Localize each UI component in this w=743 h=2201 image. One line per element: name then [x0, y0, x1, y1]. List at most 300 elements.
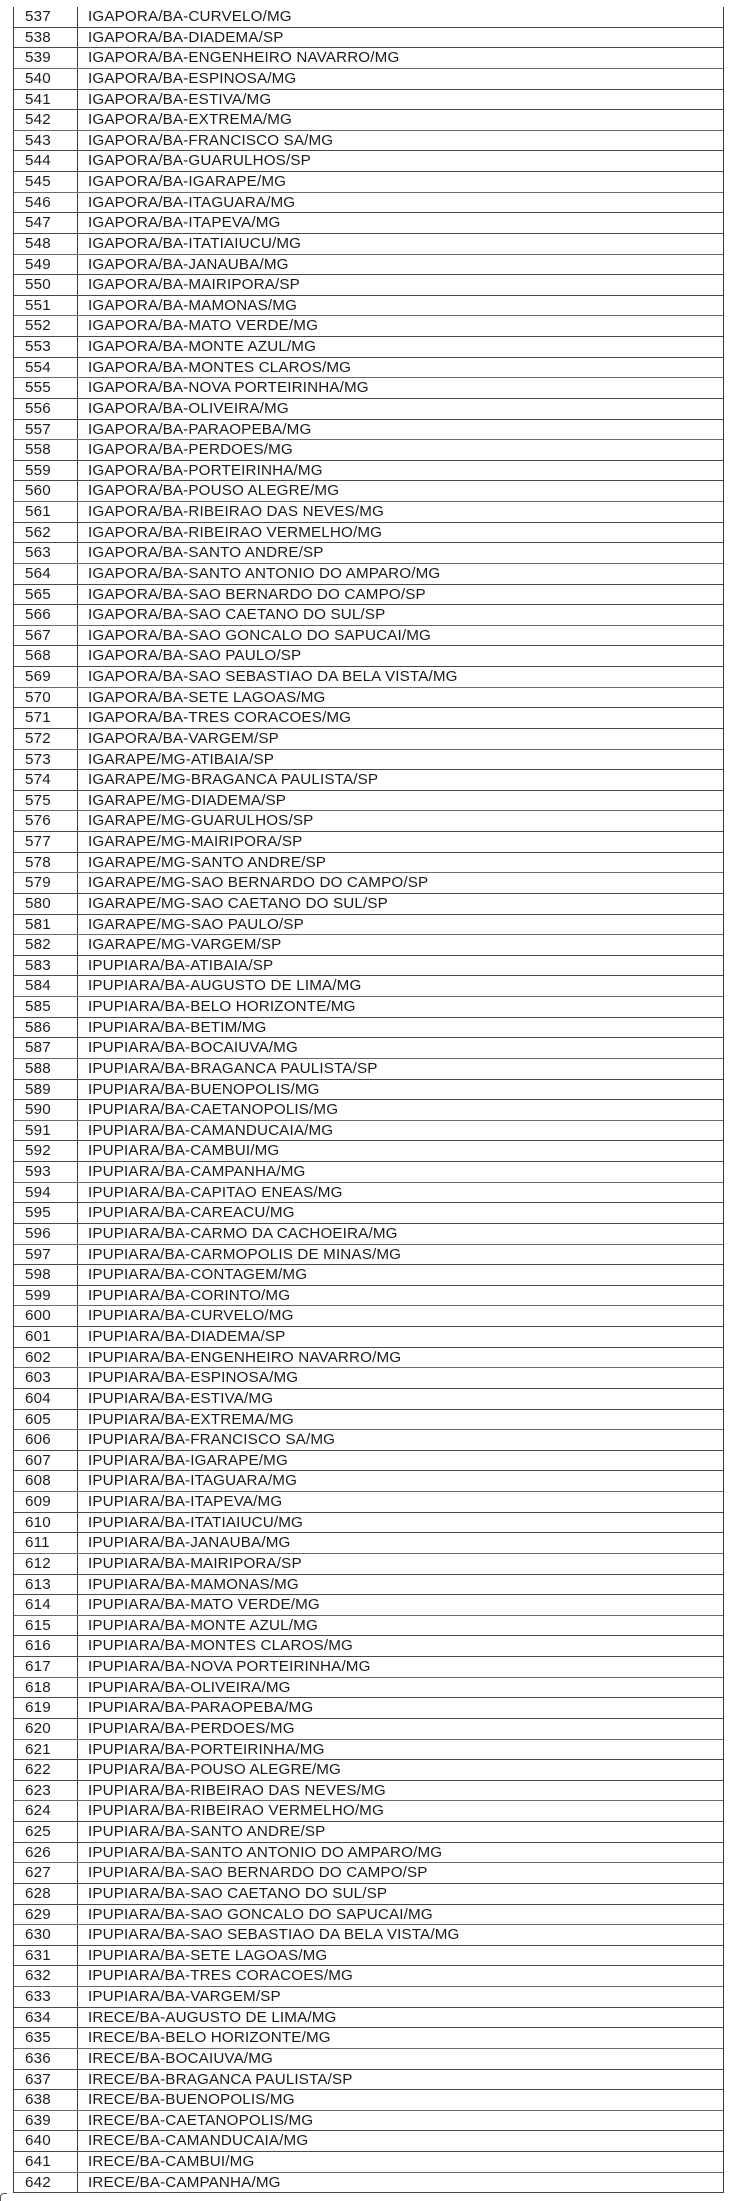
row-number: 537 [14, 7, 78, 27]
table-row [14, 7, 723, 28]
row-number: 619 [14, 1698, 78, 1718]
table-row [14, 1925, 723, 1946]
route-name: IPUPIARA/BA-SAO GONCALO DO SAPUCAI/MG [88, 1905, 433, 1923]
row-number: 611 [14, 1533, 78, 1553]
table-row [14, 1327, 723, 1348]
route-name: IGARAPE/MG-SAO BERNARDO DO CAMPO/SP [88, 874, 429, 892]
route-name: IPUPIARA/BA-ITATIAIUCU/MG [88, 1513, 303, 1531]
row-number: 555 [14, 378, 78, 398]
table-row [14, 1162, 723, 1183]
route-name: IRECE/BA-CAMBUI/MG [88, 2153, 255, 2170]
row-number: 580 [14, 894, 78, 914]
row-number: 577 [14, 832, 78, 852]
route-name: IPUPIARA/BA-BOCAIUVA/MG [88, 1039, 298, 1057]
row-number: 601 [14, 1327, 78, 1347]
route-name: IGAPORA/BA-JANAUBA/MG [88, 255, 289, 273]
table-row [14, 894, 723, 915]
route-name: IGAPORA/BA-DIADEMA/SP [88, 28, 284, 46]
table-row [14, 1801, 723, 1822]
row-number: 559 [14, 461, 78, 481]
row-number: 637 [14, 2070, 78, 2090]
table-row [14, 853, 723, 874]
table-row [14, 1121, 723, 1142]
route-name: IGAPORA/BA-OLIVEIRA/MG [88, 399, 289, 417]
row-number: 604 [14, 1389, 78, 1409]
row-number: 612 [14, 1554, 78, 1574]
row-number: 539 [14, 48, 78, 68]
route-name: IGAPORA/BA-PARAOPEBA/MG [88, 420, 312, 438]
table-row [14, 1575, 723, 1596]
table-row [14, 1018, 723, 1039]
row-number: 552 [14, 316, 78, 336]
row-number: 600 [14, 1306, 78, 1326]
row-number: 595 [14, 1203, 78, 1223]
route-name: IGAPORA/BA-SANTO ANDRE/SP [88, 544, 324, 562]
row-number: 602 [14, 1348, 78, 1368]
table-row [14, 358, 723, 379]
row-number: 639 [14, 2111, 78, 2131]
row-number: 557 [14, 420, 78, 440]
row-number: 603 [14, 1368, 78, 1388]
route-name: IPUPIARA/BA-CAMBUI/MG [88, 1142, 280, 1160]
route-name: IPUPIARA/BA-PARAOPEBA/MG [88, 1699, 314, 1717]
row-number: 568 [14, 646, 78, 666]
row-number: 578 [14, 853, 78, 873]
route-name: IPUPIARA/BA-CONTAGEM/MG [88, 1266, 308, 1284]
route-name: IRECE/BA-CAMANDUCAIA/MG [88, 2132, 309, 2150]
route-name: IPUPIARA/BA-DIADEMA/SP [88, 1328, 286, 1345]
row-number: 626 [14, 1843, 78, 1863]
row-number: 573 [14, 750, 78, 770]
row-number: 634 [14, 2008, 78, 2028]
route-name: IGAPORA/BA-ITATIAIUCU/MG [88, 234, 302, 252]
route-name: IPUPIARA/BA-ESPINOSA/MG [88, 1369, 299, 1387]
table-row [14, 1141, 723, 1162]
route-name: IGAPORA/BA-CURVELO/MG [88, 8, 292, 25]
table-row [14, 151, 723, 172]
route-name: IPUPIARA/BA-MONTE AZUL/MG [88, 1616, 318, 1634]
route-name: IPUPIARA/BA-ENGENHEIRO NAVARRO/MG [88, 1348, 402, 1366]
route-name: IPUPIARA/BA-FRANCISCO SA/MG [88, 1431, 336, 1449]
row-number: 554 [14, 358, 78, 378]
route-name: IRECE/BA-BUENOPOLIS/MG [88, 2091, 295, 2109]
row-number: 591 [14, 1121, 78, 1141]
row-number: 615 [14, 1616, 78, 1636]
route-name: IPUPIARA/BA-BELO HORIZONTE/MG [88, 998, 356, 1015]
route-name: IPUPIARA/BA-MAMONAS/MG [88, 1575, 299, 1593]
table-row [14, 1946, 723, 1967]
route-name: IRECE/BA-BRAGANCA PAULISTA/SP [88, 2070, 353, 2088]
row-number: 562 [14, 523, 78, 543]
row-number: 551 [14, 296, 78, 316]
table-row [14, 2070, 723, 2091]
route-name: IGAPORA/BA-ENGENHEIRO NAVARRO/MG [88, 49, 400, 67]
route-name: IPUPIARA/BA-AUGUSTO DE LIMA/MG [88, 977, 362, 995]
row-number: 583 [14, 956, 78, 976]
route-name: IGAPORA/BA-SAO BERNARDO DO CAMPO/SP [88, 585, 426, 603]
route-name: IGAPORA/BA-FRANCISCO SA/MG [88, 131, 334, 149]
route-name: IGAPORA/BA-ESTIVA/MG [88, 90, 272, 108]
table-row [14, 1430, 723, 1451]
route-name: IRECE/BA-AUGUSTO DE LIMA/MG [88, 2008, 337, 2026]
row-number: 635 [14, 2028, 78, 2048]
row-number: 629 [14, 1905, 78, 1925]
table-row [14, 2049, 723, 2070]
table-row [14, 2090, 723, 2111]
row-number: 617 [14, 1657, 78, 1677]
route-name: IPUPIARA/BA-EXTREMA/MG [88, 1410, 294, 1428]
table-row [14, 2111, 723, 2132]
route-name: IPUPIARA/BA-RIBEIRAO DAS NEVES/MG [88, 1781, 386, 1799]
route-name: IGAPORA/BA-GUARULHOS/SP [88, 152, 311, 170]
row-number: 569 [14, 667, 78, 687]
route-name: IPUPIARA/BA-RIBEIRAO VERMELHO/MG [88, 1802, 384, 1820]
route-name: IRECE/BA-BELO HORIZONTE/MG [88, 2029, 331, 2047]
table-row [14, 193, 723, 214]
row-number: 585 [14, 997, 78, 1017]
table-row [14, 708, 723, 729]
table-row [14, 1987, 723, 2008]
row-number: 564 [14, 564, 78, 584]
route-name: IGARAPE/MG-BRAGANCA PAULISTA/SP [88, 771, 379, 789]
table-row [14, 791, 723, 812]
row-number: 541 [14, 90, 78, 110]
table-row [14, 750, 723, 771]
row-number: 628 [14, 1884, 78, 1904]
table-row [14, 770, 723, 791]
table-row [14, 523, 723, 544]
route-name: IPUPIARA/BA-IGARAPE/MG [88, 1451, 288, 1469]
table-row [14, 2008, 723, 2029]
row-number: 630 [14, 1925, 78, 1945]
row-number: 587 [14, 1038, 78, 1058]
table-row [14, 811, 723, 832]
route-name: IGAPORA/BA-MAMONAS/MG [88, 296, 298, 314]
row-number: 606 [14, 1430, 78, 1450]
route-name: IPUPIARA/BA-POUSO ALEGRE/MG [88, 1761, 342, 1779]
table-row [14, 1410, 723, 1431]
row-number: 588 [14, 1059, 78, 1079]
route-name: IGAPORA/BA-SAO SEBASTIAO DA BELA VISTA/MG [88, 668, 458, 685]
table-row [14, 1306, 723, 1327]
row-number: 620 [14, 1719, 78, 1739]
route-name: IPUPIARA/BA-CURVELO/MG [88, 1307, 294, 1325]
table-row [14, 48, 723, 69]
table-row [14, 275, 723, 296]
route-name: IPUPIARA/BA-ITAPEVA/MG [88, 1493, 283, 1510]
route-name: IPUPIARA/BA-CARMOPOLIS DE MINAS/MG [88, 1245, 402, 1263]
route-name: IPUPIARA/BA-MATO VERDE/MG [88, 1596, 320, 1614]
row-number: 545 [14, 172, 78, 192]
table-row [14, 1080, 723, 1101]
row-number: 581 [14, 915, 78, 935]
row-number: 596 [14, 1224, 78, 1244]
route-name: IGAPORA/BA-PERDOES/MG [88, 441, 293, 459]
route-name: IGAPORA/BA-SETE LAGOAS/MG [88, 688, 326, 706]
table-row [14, 1245, 723, 1266]
table-row [14, 1059, 723, 1080]
table-row [14, 461, 723, 482]
table-row [14, 440, 723, 461]
route-name: IGAPORA/BA-ITAPEVA/MG [88, 214, 281, 232]
table-row [14, 1905, 723, 1926]
route-name: IGARAPE/MG-DIADEMA/SP [88, 791, 287, 809]
row-number: 592 [14, 1141, 78, 1161]
row-number: 599 [14, 1286, 78, 1306]
table-row [14, 502, 723, 523]
table-row [14, 420, 723, 441]
route-name: IGAPORA/BA-NOVA PORTEIRINHA/MG [88, 379, 369, 397]
table-row [14, 2152, 723, 2173]
route-table [13, 7, 724, 2193]
table-row [14, 1678, 723, 1699]
row-number: 605 [14, 1410, 78, 1430]
table-row [14, 873, 723, 894]
table-row [14, 605, 723, 626]
table-row [14, 626, 723, 647]
table-row [14, 956, 723, 977]
table-row [14, 1554, 723, 1575]
table-row [14, 1224, 723, 1245]
route-name: IPUPIARA/BA-ESTIVA/MG [88, 1389, 274, 1407]
table-row [14, 1636, 723, 1657]
table-row [14, 337, 723, 358]
table-row [14, 172, 723, 193]
table-row [14, 667, 723, 688]
row-number: 582 [14, 935, 78, 955]
route-name: IPUPIARA/BA-SAO BERNARDO DO CAMPO/SP [88, 1864, 428, 1882]
table-row [14, 90, 723, 111]
table-row [14, 378, 723, 399]
route-name: IGARAPE/MG-ATIBAIA/SP [88, 750, 274, 768]
route-name: IPUPIARA/BA-CARMO DA CACHOEIRA/MG [88, 1224, 398, 1242]
table-row [14, 213, 723, 234]
row-number: 567 [14, 626, 78, 646]
route-name: IGARAPE/MG-SAO PAULO/SP [88, 915, 304, 933]
table-row [14, 729, 723, 750]
route-name: IPUPIARA/BA-SANTO ANDRE/SP [88, 1823, 326, 1840]
route-name: IPUPIARA/BA-TRES CORACOES/MG [88, 1967, 353, 1985]
row-number: 625 [14, 1822, 78, 1842]
table-row [14, 28, 723, 49]
row-number: 556 [14, 399, 78, 419]
row-number: 593 [14, 1162, 78, 1182]
table-row [14, 1760, 723, 1781]
route-name: IGAPORA/BA-MAIRIPORA/SP [88, 276, 300, 294]
table-row [14, 1389, 723, 1410]
route-name: IPUPIARA/BA-SETE LAGOAS/MG [88, 1946, 328, 1964]
row-number: 572 [14, 729, 78, 749]
row-number: 621 [14, 1740, 78, 1760]
route-name: IPUPIARA/BA-BETIM/MG [88, 1018, 267, 1036]
route-name: IGARAPE/MG-GUARULHOS/SP [88, 812, 314, 830]
row-number: 571 [14, 708, 78, 728]
route-name: IGAPORA/BA-ITAGUARA/MG [88, 193, 296, 211]
route-name: IPUPIARA/BA-NOVA PORTEIRINHA/MG [88, 1658, 371, 1675]
row-number: 633 [14, 1987, 78, 2007]
row-number: 623 [14, 1781, 78, 1801]
route-name: IPUPIARA/BA-OLIVEIRA/MG [88, 1678, 291, 1696]
table-row [14, 1822, 723, 1843]
row-number: 632 [14, 1966, 78, 1986]
route-name: IPUPIARA/BA-CORINTO/MG [88, 1286, 291, 1304]
table-row [14, 1348, 723, 1369]
row-number: 560 [14, 481, 78, 501]
table-row [14, 316, 723, 337]
route-name: IPUPIARA/BA-VARGEM/SP [88, 1988, 281, 2005]
row-number: 544 [14, 151, 78, 171]
table-row [14, 234, 723, 255]
route-name: IGAPORA/BA-MATO VERDE/MG [88, 317, 319, 335]
route-name: IGAPORA/BA-VARGEM/SP [88, 729, 279, 747]
row-number: 576 [14, 811, 78, 831]
table-row [14, 1203, 723, 1224]
row-number: 550 [14, 275, 78, 295]
row-number: 575 [14, 791, 78, 811]
row-number: 553 [14, 337, 78, 357]
table-row [14, 2028, 723, 2049]
route-name: IGAPORA/BA-SANTO ANTONIO DO AMPARO/MG [88, 564, 441, 582]
row-number: 631 [14, 1946, 78, 1966]
route-name: IPUPIARA/BA-SANTO ANTONIO DO AMPARO/MG [88, 1843, 443, 1861]
table-row [14, 1368, 723, 1389]
row-number: 641 [14, 2152, 78, 2172]
table-row [14, 564, 723, 585]
row-number: 549 [14, 255, 78, 275]
route-name: IGAPORA/BA-SAO CAETANO DO SUL/SP [88, 606, 386, 624]
route-name: IPUPIARA/BA-PORTEIRINHA/MG [88, 1740, 325, 1758]
row-number: 547 [14, 213, 78, 233]
table-row [14, 1719, 723, 1740]
row-number: 590 [14, 1100, 78, 1120]
route-name: IGARAPE/MG-VARGEM/SP [88, 936, 282, 954]
route-name: IPUPIARA/BA-BRAGANCA PAULISTA/SP [88, 1059, 378, 1077]
row-number: 608 [14, 1471, 78, 1491]
table-row [14, 110, 723, 131]
table-row [14, 255, 723, 276]
row-number: 589 [14, 1080, 78, 1100]
row-number: 584 [14, 976, 78, 996]
row-number: 627 [14, 1863, 78, 1883]
table-row [14, 1265, 723, 1286]
table-row [14, 2131, 723, 2152]
row-number: 563 [14, 543, 78, 563]
table-row [14, 399, 723, 420]
table-row [14, 1451, 723, 1472]
route-name: IRECE/BA-BOCAIUVA/MG [88, 2049, 273, 2067]
table-row [14, 1657, 723, 1678]
route-name: IGAPORA/BA-MONTE AZUL/MG [88, 338, 317, 355]
route-name: IPUPIARA/BA-BUENOPOLIS/MG [88, 1080, 320, 1098]
route-name: IGAPORA/BA-SAO GONCALO DO SAPUCAI/MG [88, 626, 431, 644]
row-number: 616 [14, 1636, 78, 1656]
row-number: 642 [14, 2173, 78, 2193]
route-name: IGAPORA/BA-TRES CORACOES/MG [88, 709, 352, 727]
table-row [14, 1492, 723, 1513]
row-number: 586 [14, 1018, 78, 1038]
route-name: IPUPIARA/BA-ITAGUARA/MG [88, 1472, 298, 1490]
table-row [14, 997, 723, 1018]
row-number: 542 [14, 110, 78, 130]
row-number: 594 [14, 1183, 78, 1203]
row-number: 538 [14, 28, 78, 48]
route-name: IGARAPE/MG-MAIRIPORA/SP [88, 833, 303, 850]
route-name: IGARAPE/MG-SANTO ANDRE/SP [88, 853, 327, 871]
table-row [14, 1781, 723, 1802]
table-row [14, 1286, 723, 1307]
row-number: 610 [14, 1513, 78, 1533]
route-name: IGAPORA/BA-MONTES CLAROS/MG [88, 358, 352, 376]
route-name: IRECE/BA-CAMPANHA/MG [88, 2173, 281, 2191]
row-number: 566 [14, 605, 78, 625]
route-name: IPUPIARA/BA-SAO CAETANO DO SUL/SP [88, 1884, 388, 1902]
route-name: IPUPIARA/BA-ATIBAIA/SP [88, 956, 274, 974]
route-name: IGAPORA/BA-RIBEIRAO DAS NEVES/MG [88, 503, 384, 520]
route-name: IGAPORA/BA-RIBEIRAO VERMELHO/MG [88, 523, 383, 541]
row-number: 640 [14, 2131, 78, 2151]
route-name: IGAPORA/BA-POUSO ALEGRE/MG [88, 482, 340, 500]
row-number: 624 [14, 1801, 78, 1821]
table-row [14, 1471, 723, 1492]
route-name: IGAPORA/BA-SAO PAULO/SP [88, 647, 302, 665]
row-number: 546 [14, 193, 78, 213]
row-number: 607 [14, 1451, 78, 1471]
table-row [14, 1863, 723, 1884]
table-row [14, 976, 723, 997]
table-row [14, 832, 723, 853]
route-name: IGAPORA/BA-EXTREMA/MG [88, 111, 292, 129]
row-number: 618 [14, 1678, 78, 1698]
table-row [14, 1843, 723, 1864]
table-row [14, 543, 723, 564]
row-number: 622 [14, 1760, 78, 1780]
row-number: 609 [14, 1492, 78, 1512]
route-name: IPUPIARA/BA-CAREACU/MG [88, 1204, 295, 1222]
row-number: 565 [14, 585, 78, 605]
route-name: IPUPIARA/BA-MAIRIPORA/SP [88, 1554, 302, 1572]
table-row [14, 69, 723, 90]
row-number: 579 [14, 873, 78, 893]
table-row [14, 131, 723, 152]
route-name: IPUPIARA/BA-CAMANDUCAIA/MG [88, 1121, 334, 1139]
row-number: 543 [14, 131, 78, 151]
route-name: IPUPIARA/BA-CAETANOPOLIS/MG [88, 1101, 339, 1119]
row-number: 574 [14, 770, 78, 790]
row-number: 597 [14, 1245, 78, 1265]
table-row [14, 1595, 723, 1616]
row-number: 561 [14, 502, 78, 522]
table-row [14, 1740, 723, 1761]
table-row [14, 915, 723, 936]
route-name: IPUPIARA/BA-JANAUBA/MG [88, 1534, 291, 1552]
table-row [14, 1616, 723, 1637]
table-row [14, 481, 723, 502]
row-number: 548 [14, 234, 78, 254]
table-row [14, 646, 723, 667]
table-row [14, 1100, 723, 1121]
row-number: 613 [14, 1575, 78, 1595]
route-name: IGARAPE/MG-SAO CAETANO DO SUL/SP [88, 894, 388, 912]
route-name: IPUPIARA/BA-CAPITAO ENEAS/MG [88, 1183, 343, 1201]
table-row [14, 1698, 723, 1719]
route-name: IPUPIARA/BA-MONTES CLAROS/MG [88, 1637, 353, 1655]
route-name: IPUPIARA/BA-PERDOES/MG [88, 1719, 295, 1737]
table-row [14, 1038, 723, 1059]
table-row [14, 1884, 723, 1905]
table-row [14, 1513, 723, 1534]
route-name: IRECE/BA-CAETANOPOLIS/MG [88, 2111, 314, 2129]
row-number: 540 [14, 69, 78, 89]
